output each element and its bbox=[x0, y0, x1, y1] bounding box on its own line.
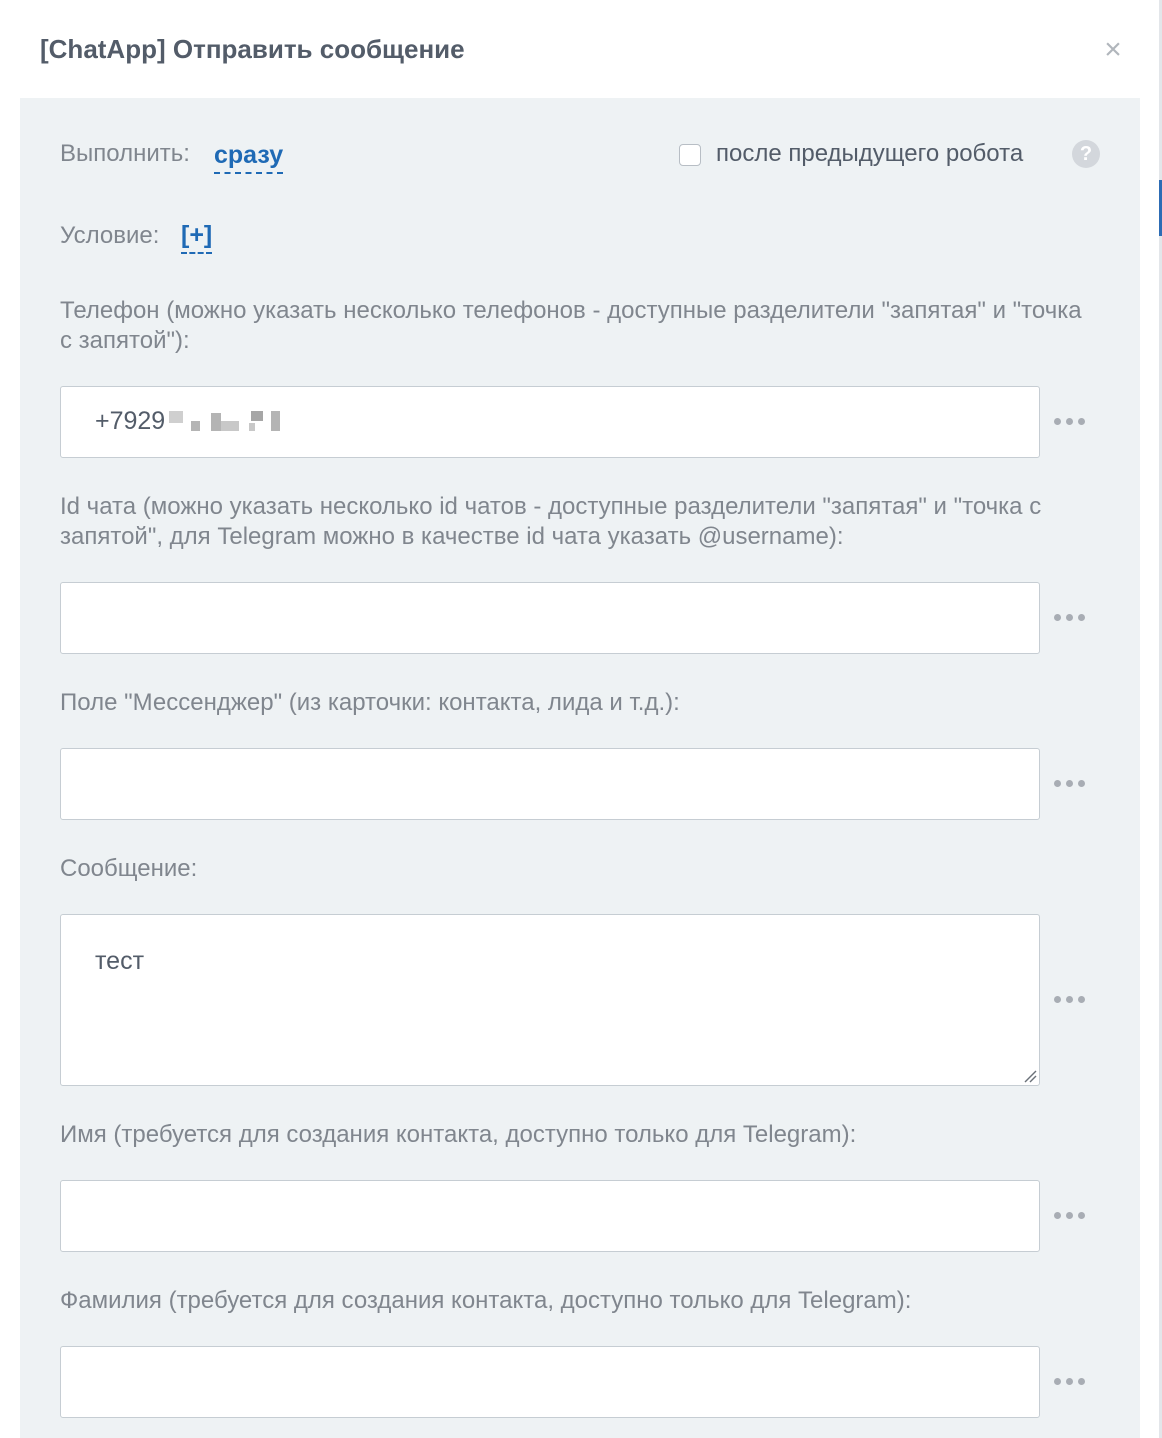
phone-label: Телефон (можно указать несколько телефонов - доступные разделители "запятая" и "точка с запятой"): bbox=[60, 297, 1082, 354]
message-insert-button[interactable] bbox=[1054, 990, 1090, 1010]
dot bbox=[1066, 1212, 1073, 1219]
messenger-field-insert-button[interactable] bbox=[1054, 774, 1090, 794]
messenger-field-input[interactable] bbox=[60, 748, 1040, 820]
dialog-header bbox=[0, 0, 1162, 98]
after-previous-label[interactable]: после предыдущего робота bbox=[716, 140, 1024, 167]
chat-id-input[interactable] bbox=[60, 582, 1040, 654]
redaction-block bbox=[211, 413, 221, 431]
dot bbox=[1078, 1378, 1085, 1385]
phone-input[interactable] bbox=[60, 386, 1040, 458]
last-name-insert-button[interactable] bbox=[1054, 1372, 1090, 1392]
last-name-label: Фамилия (требуется для создания контакта, доступно только для Telegram): bbox=[60, 1287, 912, 1314]
redaction-block bbox=[221, 421, 239, 431]
dot bbox=[1078, 1212, 1085, 1219]
dot bbox=[1066, 614, 1073, 621]
close-button[interactable] bbox=[1098, 34, 1128, 66]
dot bbox=[1066, 780, 1073, 787]
dot bbox=[1078, 418, 1085, 425]
dot bbox=[1054, 614, 1061, 621]
dot bbox=[1078, 614, 1085, 621]
dot bbox=[1066, 418, 1073, 425]
dot bbox=[1078, 996, 1085, 1003]
first-name-label: Имя (требуется для создания контакта, доступно только для Telegram): bbox=[60, 1121, 857, 1148]
chat-id-insert-button[interactable] bbox=[1054, 608, 1090, 628]
dialog-title: [ChatApp] Отправить сообщение bbox=[40, 34, 465, 64]
dot bbox=[1066, 1378, 1073, 1385]
message-textarea[interactable] bbox=[60, 914, 1040, 1086]
dot bbox=[1054, 780, 1061, 787]
redaction-block bbox=[249, 423, 255, 431]
last-name-input[interactable] bbox=[60, 1346, 1040, 1418]
redaction-block bbox=[191, 421, 200, 431]
first-name-input[interactable] bbox=[60, 1180, 1040, 1252]
chat-id-label: Id чата (можно указать несколько id чатов - доступные разделители "запятая" и "точка с запятой", для Telegram можно в качестве id чата указать @username): bbox=[60, 493, 1042, 550]
settings-panel bbox=[20, 98, 1140, 1438]
message-label: Сообщение: bbox=[60, 855, 198, 882]
messenger-field-label: Поле "Мессенджер" (из карточки: контакта, лида и т.д.): bbox=[60, 689, 680, 716]
dot bbox=[1078, 780, 1085, 787]
phone-insert-button[interactable] bbox=[1054, 412, 1090, 432]
after-previous-checkbox[interactable] bbox=[679, 144, 701, 166]
dot bbox=[1054, 996, 1061, 1003]
dot bbox=[1054, 1378, 1061, 1385]
redaction-block bbox=[169, 411, 183, 423]
first-name-insert-button[interactable] bbox=[1054, 1206, 1090, 1226]
dot bbox=[1066, 996, 1073, 1003]
add-condition-link[interactable]: [+] bbox=[181, 221, 212, 254]
redaction-block bbox=[271, 411, 280, 431]
condition-label: Условие: bbox=[60, 222, 160, 249]
dot bbox=[1054, 1212, 1061, 1219]
close-icon: × bbox=[1104, 33, 1122, 66]
phone-value: +7929 bbox=[95, 407, 166, 435]
resize-handle-icon[interactable] bbox=[1023, 1069, 1037, 1083]
message-value: тест bbox=[95, 947, 145, 975]
execute-timing-link[interactable]: сразу bbox=[214, 141, 283, 174]
redaction-block bbox=[251, 411, 263, 421]
execute-label: Выполнить: bbox=[60, 140, 190, 167]
help-icon[interactable]: ? bbox=[1072, 140, 1100, 168]
dot bbox=[1054, 418, 1061, 425]
